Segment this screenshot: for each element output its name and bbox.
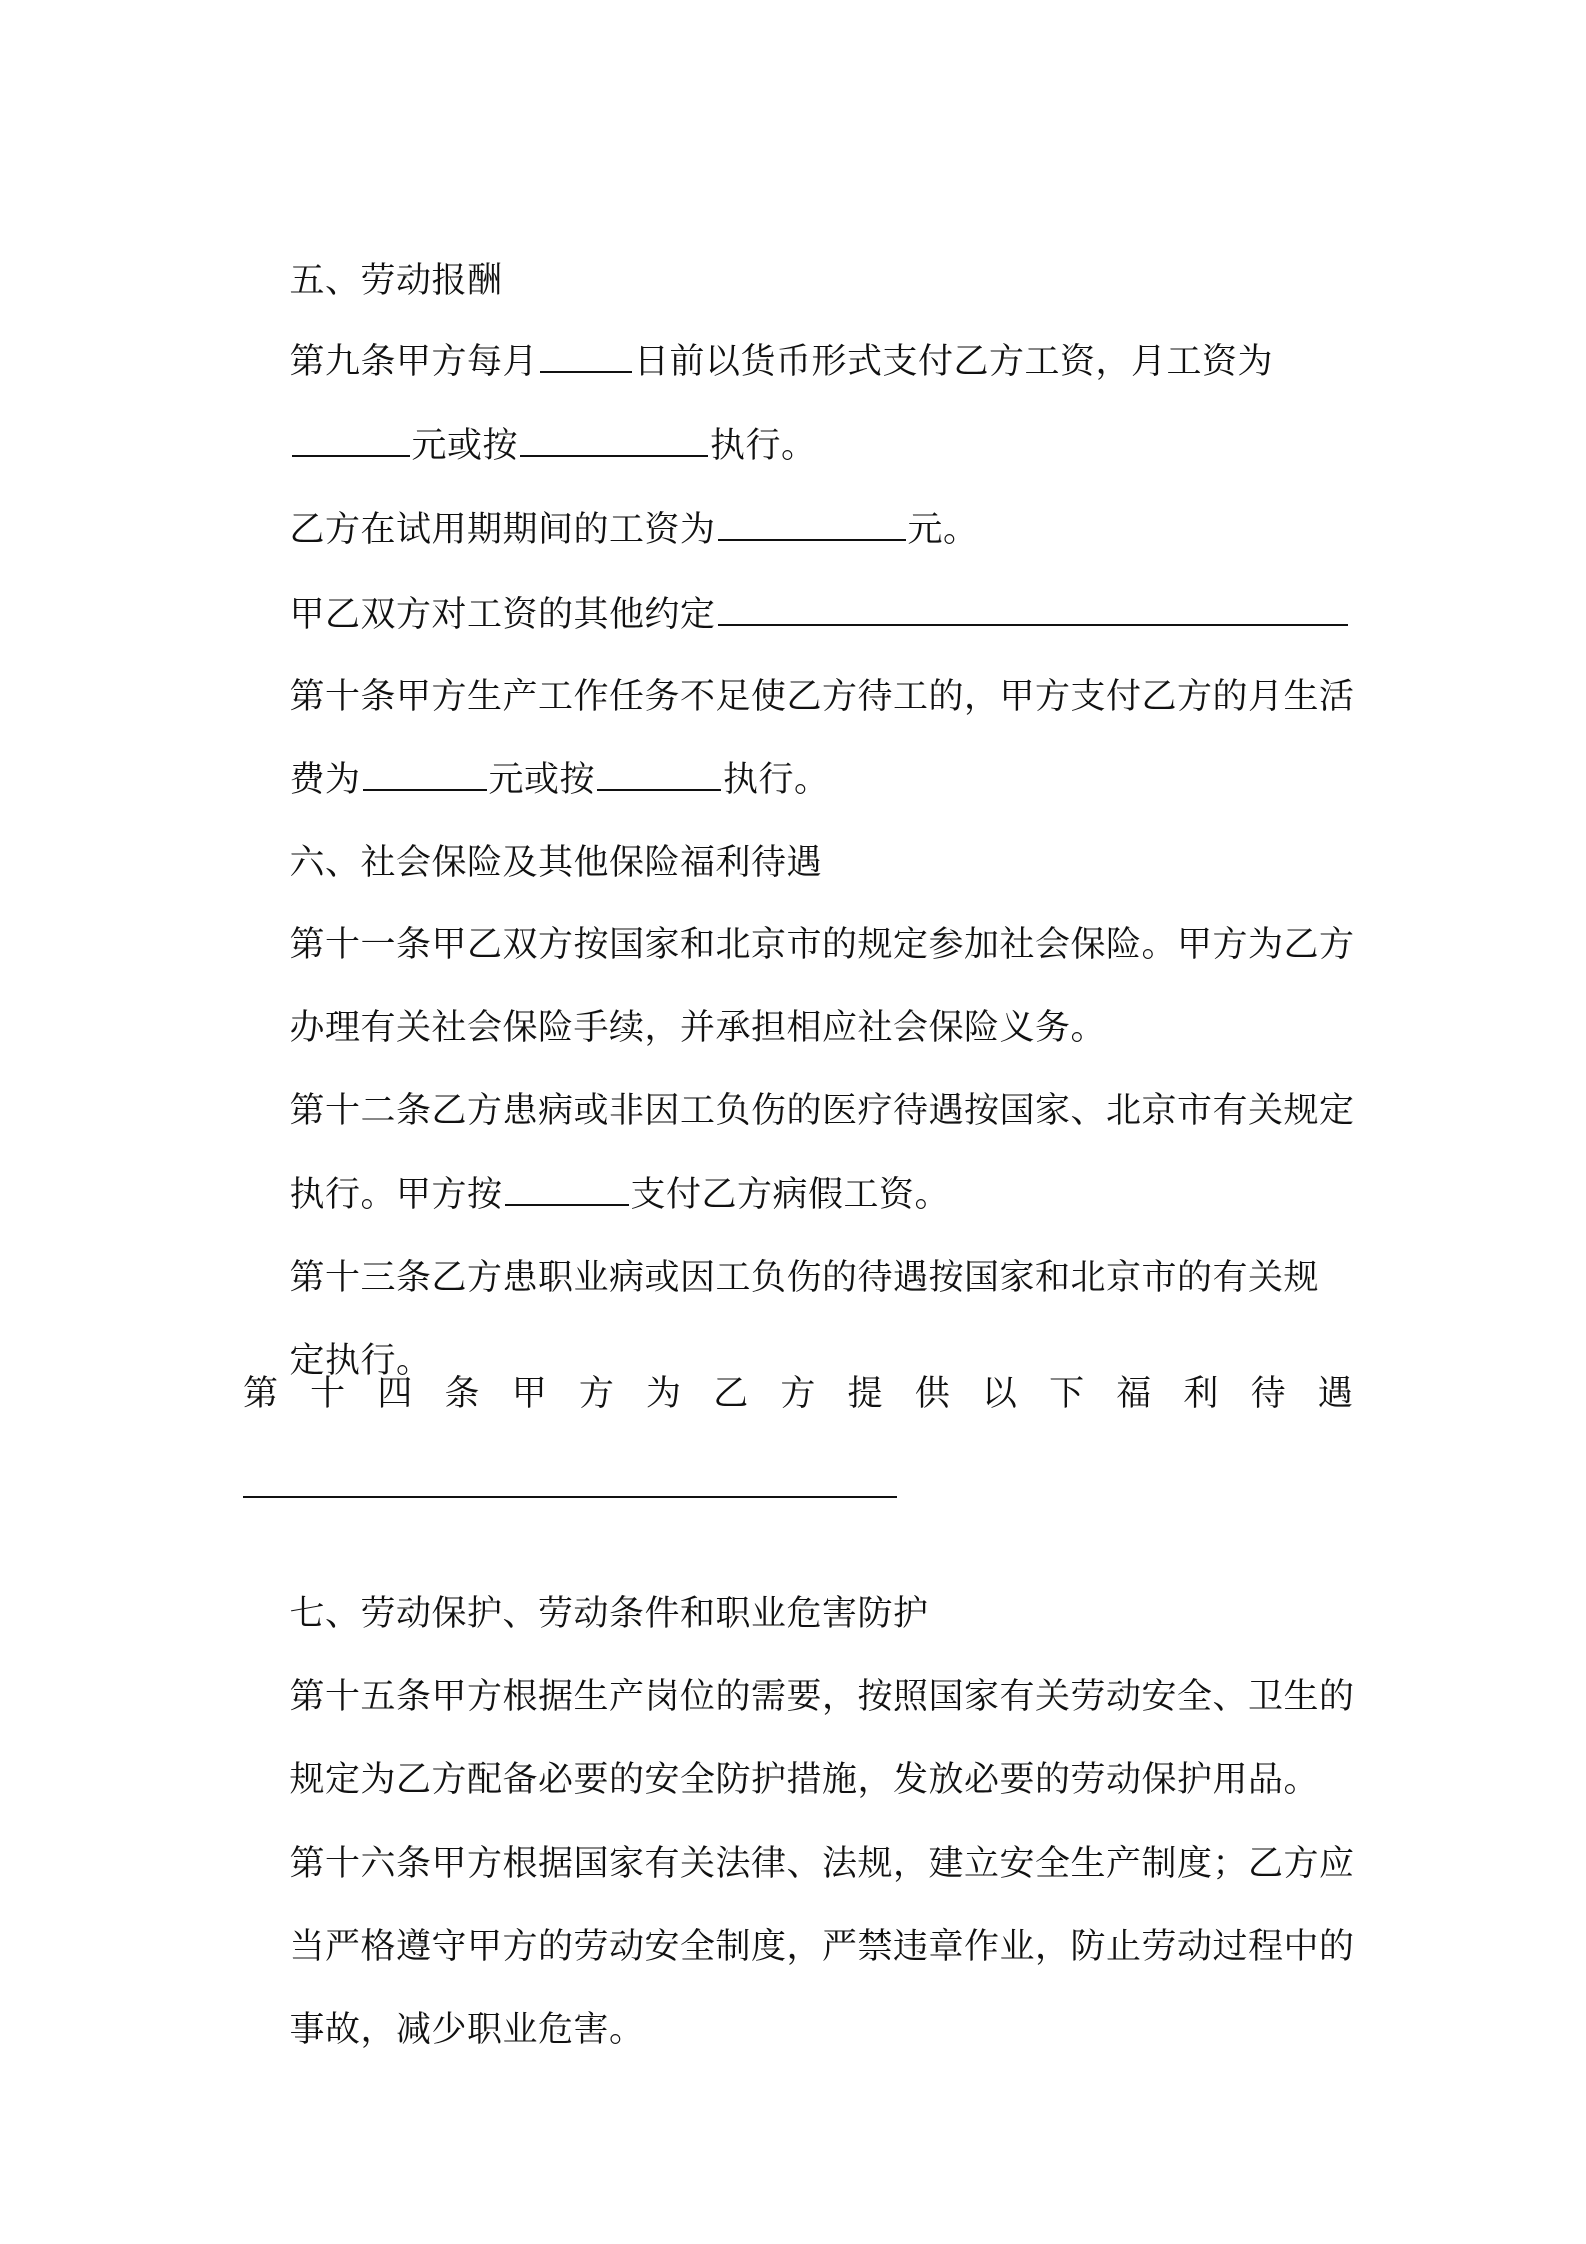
blank-monthly-wage xyxy=(292,423,410,457)
heading-text: 五、劳动报酬 xyxy=(289,261,503,301)
char: 方 xyxy=(780,1374,816,1414)
text: 办理有关社会保险手续，并承担相应社会保险义务。 xyxy=(289,1008,1107,1048)
char: 方 xyxy=(578,1374,614,1414)
text: 第十条甲方生产工作任务不足使乙方待工的，甲方支付乙方的月生活 xyxy=(289,677,1355,717)
char: 第 xyxy=(243,1374,279,1414)
text: 元或按 xyxy=(488,760,596,800)
text: 元或按 xyxy=(411,426,519,466)
text: 执行。 xyxy=(710,426,817,466)
char: 十 xyxy=(310,1374,346,1414)
text: 第十六条甲方根据国家有关法律、法规，建立安全生产制度；乙方应 xyxy=(289,1844,1355,1884)
blank-pay-day xyxy=(540,339,632,373)
blank-allowance-basis xyxy=(597,757,721,791)
text: 支付乙方病假工资。 xyxy=(630,1175,951,1215)
text: 元。 xyxy=(907,510,979,550)
char: 遇 xyxy=(1317,1374,1353,1414)
text: 规定为乙方配备必要的安全防护措施，发放必要的劳动保护用品。 xyxy=(289,1760,1320,1800)
blank-probation-wage xyxy=(718,507,906,541)
text: 费为 xyxy=(289,760,361,800)
char: 乙 xyxy=(713,1374,749,1414)
article-16-line-3 xyxy=(243,1955,645,2105)
heading-text: 六、社会保险及其他保险福利待遇 xyxy=(289,843,823,883)
text: 第十一条甲乙双方按国家和北京市的规定参加社会保险。甲方为乙方 xyxy=(289,925,1355,965)
char: 福 xyxy=(1116,1374,1152,1414)
char: 以 xyxy=(981,1374,1017,1414)
char: 甲 xyxy=(511,1374,547,1414)
text: 定执行。 xyxy=(289,1341,432,1381)
text: 乙方在试用期期间的工资为 xyxy=(289,510,716,550)
blank-welfare-benefits xyxy=(243,1496,897,1498)
char: 条 xyxy=(444,1374,480,1414)
text: 日前以货币形式支付乙方工资，月工资为 xyxy=(634,342,1274,382)
text: 第十二条乙方患病或非因工负伤的医疗待遇按国家、北京市有关规定 xyxy=(289,1091,1355,1131)
text: 第十五条甲方根据生产岗位的需要，按照国家有关劳动安全、卫生的 xyxy=(289,1677,1355,1717)
char: 利 xyxy=(1183,1374,1219,1414)
char: 下 xyxy=(1049,1374,1085,1414)
text: 执行。 xyxy=(723,760,830,800)
text: 第十三条乙方患职业病或因工负伤的待遇按国家和北京市的有关规 xyxy=(289,1258,1320,1298)
char: 供 xyxy=(914,1374,950,1414)
blank-living-allowance xyxy=(363,757,487,791)
char: 待 xyxy=(1250,1374,1286,1414)
blank-sick-pay-basis xyxy=(505,1172,629,1206)
text: 执行。甲方按 xyxy=(289,1175,503,1215)
text: 甲乙双方对工资的其他约定 xyxy=(289,595,716,635)
text: 第九条甲方每月 xyxy=(289,342,539,382)
blank-other-wage-agreement xyxy=(718,592,1348,626)
text: 事故，减少职业危害。 xyxy=(289,2010,645,2050)
char: 为 xyxy=(646,1374,682,1414)
blank-wage-basis xyxy=(520,423,708,457)
text: 当严格遵守甲方的劳动安全制度，严禁违章作业，防止劳动过程中的 xyxy=(289,1927,1355,1967)
char: 四 xyxy=(377,1374,413,1414)
heading-text: 七、劳动保护、劳动条件和职业危害防护 xyxy=(289,1594,929,1634)
article-14-line-1 xyxy=(243,1369,1353,1419)
char: 提 xyxy=(847,1374,883,1414)
